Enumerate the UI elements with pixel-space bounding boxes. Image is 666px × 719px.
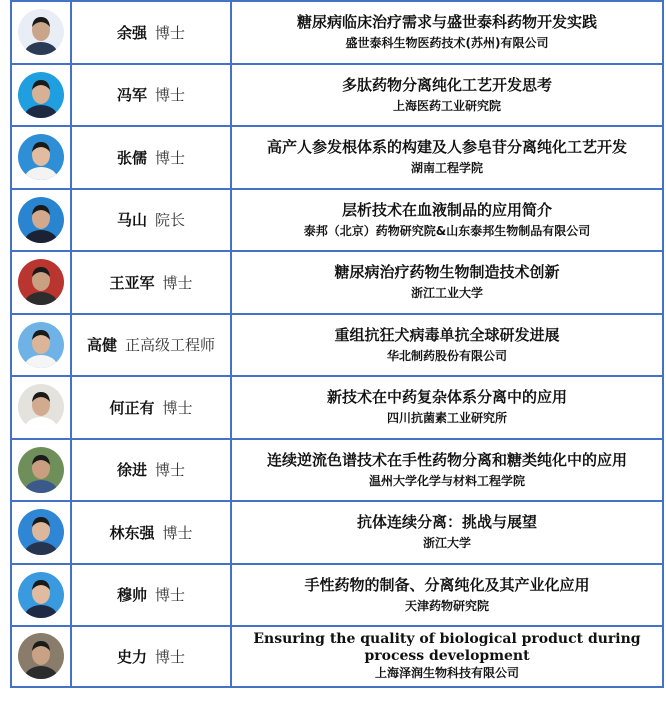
speaker-name: 马山 bbox=[116, 211, 147, 230]
name-cell bbox=[72, 190, 232, 251]
speaker-organization: 盛世泰科生物医药技术(苏州)有限公司 bbox=[345, 36, 549, 51]
photo-cell bbox=[12, 65, 72, 126]
speaker-title: 博士 bbox=[155, 586, 186, 605]
speaker-name: 林东强 bbox=[109, 523, 155, 542]
speaker-name: 徐进 bbox=[116, 461, 147, 480]
talk-title: 连续逆流色谱技术在手性药物分离和糖类纯化中的应用 bbox=[266, 450, 627, 469]
portrait-icon bbox=[18, 572, 64, 618]
talk-title: 重组抗狂犬病毒单抗全球研发进展 bbox=[334, 325, 560, 344]
name-cell bbox=[72, 315, 232, 376]
name-cell bbox=[72, 65, 232, 126]
speaker-organization: 华北制药股份有限公司 bbox=[386, 348, 507, 363]
speaker-name: 王亚军 bbox=[109, 273, 155, 292]
speaker-table bbox=[10, 0, 664, 688]
portrait-icon bbox=[18, 509, 64, 555]
speaker-row bbox=[12, 250, 662, 313]
speaker-row bbox=[12, 63, 662, 126]
talk-title: 手性药物的制备、分离纯化及其产业化应用 bbox=[304, 575, 590, 594]
speaker-title: 博士 bbox=[162, 523, 193, 542]
name-cell bbox=[72, 565, 232, 626]
speaker-organization: 泰邦（北京）药物研究院&山东泰邦生物制品有限公司 bbox=[303, 223, 591, 238]
speaker-row bbox=[12, 438, 662, 501]
photo-cell bbox=[12, 440, 72, 501]
talk-cell bbox=[232, 440, 662, 501]
speaker-title: 博士 bbox=[155, 461, 186, 480]
speaker-organization: 浙江大学 bbox=[422, 536, 471, 551]
speaker-title: 博士 bbox=[155, 23, 186, 42]
photo-cell bbox=[12, 252, 72, 313]
speaker-row bbox=[12, 0, 662, 63]
speaker-title: 博士 bbox=[162, 398, 193, 417]
speaker-organization: 上海泽润生物科技有限公司 bbox=[374, 666, 519, 681]
speaker-title: 博士 bbox=[155, 86, 186, 105]
portrait-icon bbox=[18, 259, 64, 305]
speaker-name: 张儒 bbox=[116, 148, 147, 167]
photo-cell bbox=[12, 2, 72, 63]
speaker-organization: 上海医药工业研究院 bbox=[392, 98, 501, 113]
speaker-title: 博士 bbox=[155, 148, 186, 167]
name-cell bbox=[72, 252, 232, 313]
photo-cell bbox=[12, 627, 72, 686]
portrait-icon bbox=[18, 384, 64, 430]
speaker-row bbox=[12, 500, 662, 563]
photo-cell bbox=[12, 315, 72, 376]
photo-cell bbox=[12, 190, 72, 251]
name-cell bbox=[72, 627, 232, 686]
talk-cell bbox=[232, 2, 662, 63]
talk-title: Ensuring the quality of biological product during process development bbox=[253, 631, 641, 665]
speaker-name: 余强 bbox=[116, 23, 147, 42]
speaker-organization: 四川抗菌素工业研究所 bbox=[386, 411, 507, 426]
portrait-icon bbox=[18, 72, 64, 118]
speaker-title: 正高级工程师 bbox=[125, 336, 216, 355]
speaker-name: 史力 bbox=[116, 647, 147, 666]
speaker-organization: 天津药物研究院 bbox=[404, 598, 489, 613]
talk-cell bbox=[232, 502, 662, 563]
talk-cell bbox=[232, 627, 662, 686]
name-cell bbox=[72, 440, 232, 501]
talk-title: 层析技术在血液制品的应用简介 bbox=[341, 200, 552, 219]
speaker-row bbox=[12, 188, 662, 251]
talk-title: 新技术在中药复杂体系分离中的应用 bbox=[326, 388, 567, 407]
talk-cell bbox=[232, 315, 662, 376]
photo-cell bbox=[12, 377, 72, 438]
talk-cell bbox=[232, 65, 662, 126]
speaker-name: 冯军 bbox=[116, 86, 147, 105]
name-cell bbox=[72, 2, 232, 63]
speaker-row bbox=[12, 313, 662, 376]
portrait-icon bbox=[18, 447, 64, 493]
talk-title: 糖尿病治疗药物生物制造技术创新 bbox=[334, 263, 560, 282]
photo-cell bbox=[12, 502, 72, 563]
portrait-icon bbox=[18, 633, 64, 679]
name-cell bbox=[72, 502, 232, 563]
speaker-title: 院长 bbox=[155, 211, 186, 230]
speaker-title: 博士 bbox=[162, 273, 193, 292]
talk-cell bbox=[232, 252, 662, 313]
talk-cell bbox=[232, 127, 662, 188]
portrait-icon bbox=[18, 9, 64, 55]
speaker-organization: 浙江工业大学 bbox=[410, 286, 483, 301]
talk-cell bbox=[232, 190, 662, 251]
speaker-row bbox=[12, 125, 662, 188]
talk-cell bbox=[232, 565, 662, 626]
speaker-organization: 湖南工程学院 bbox=[410, 161, 483, 176]
speaker-row bbox=[12, 375, 662, 438]
name-cell bbox=[72, 127, 232, 188]
portrait-icon bbox=[18, 197, 64, 243]
talk-cell bbox=[232, 377, 662, 438]
portrait-icon bbox=[18, 134, 64, 180]
portrait-icon bbox=[18, 322, 64, 368]
talk-title: 糖尿病临床治疗需求与盛世泰科药物开发实践 bbox=[296, 13, 597, 32]
speaker-organization: 温州大学化学与材料工程学院 bbox=[368, 473, 525, 488]
talk-title: 多肽药物分离纯化工艺开发思考 bbox=[341, 75, 552, 94]
talk-title: 高产人参发根体系的构建及人参皂苷分离纯化工艺开发 bbox=[266, 138, 627, 157]
speaker-title: 博士 bbox=[155, 647, 186, 666]
speaker-name: 穆帅 bbox=[116, 586, 147, 605]
photo-cell bbox=[12, 565, 72, 626]
talk-title: 抗体连续分离：挑战与展望 bbox=[356, 513, 537, 532]
photo-cell bbox=[12, 127, 72, 188]
speaker-row bbox=[12, 563, 662, 626]
name-cell bbox=[72, 377, 232, 438]
speaker-name: 何正有 bbox=[109, 398, 155, 417]
speaker-row bbox=[12, 625, 662, 688]
speaker-name: 高健 bbox=[86, 336, 117, 355]
